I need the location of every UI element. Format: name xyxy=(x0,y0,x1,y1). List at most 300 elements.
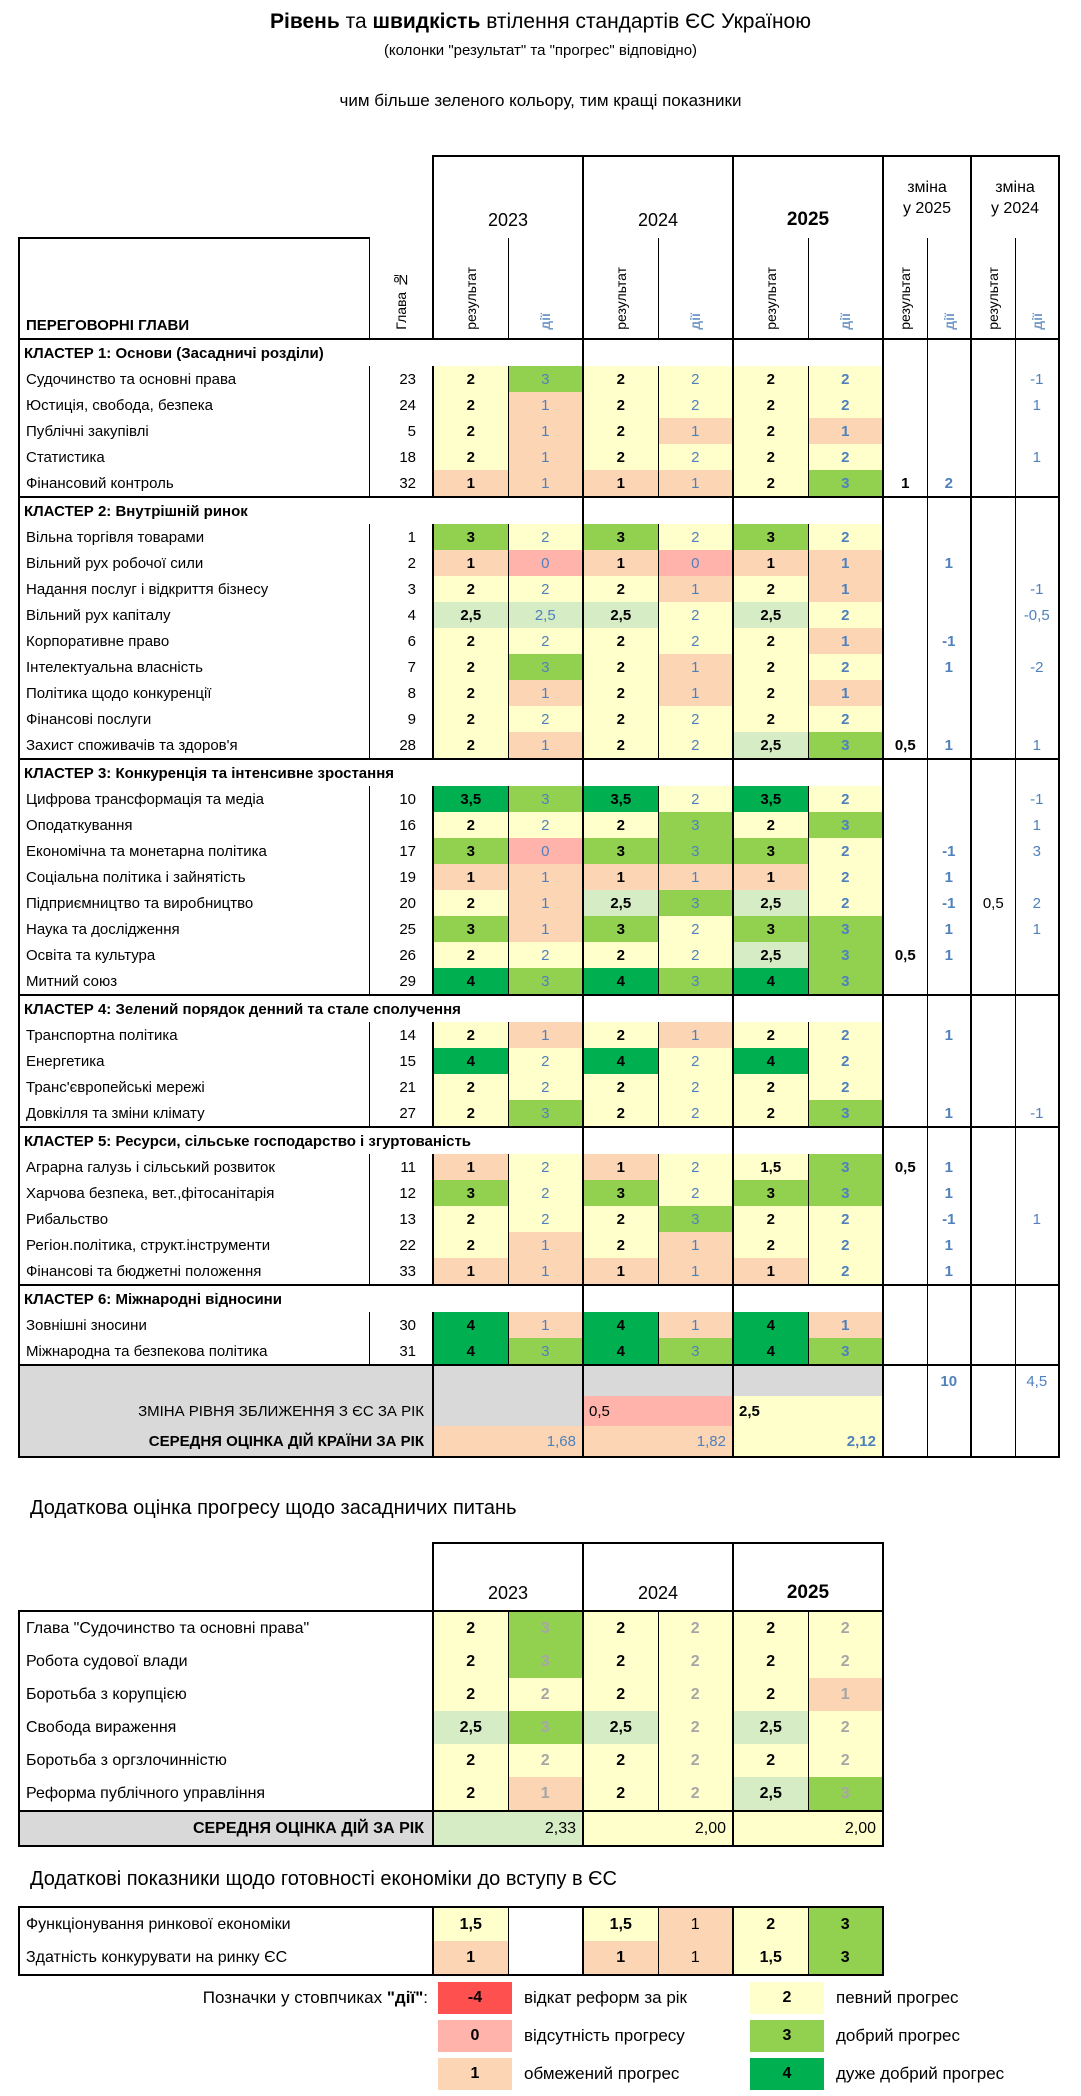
cluster-title: КЛАСТЕР 1: Основи (Засадничі розділи) xyxy=(19,339,583,366)
cluster-empty xyxy=(733,759,883,786)
change-2024-actions-cell xyxy=(1015,1180,1059,1206)
legend-column-left xyxy=(438,1982,750,2096)
result-cell: 4 xyxy=(733,1048,808,1074)
change-2024-actions-cell: 1 xyxy=(1015,916,1059,942)
result-cell: 2 xyxy=(433,576,508,602)
change-2025-result-cell xyxy=(883,1022,927,1048)
legend-color-chip: 0 xyxy=(438,2020,512,2052)
actions-cell: 1 xyxy=(658,1232,733,1258)
actions-cell: 2 xyxy=(658,1744,733,1777)
cluster-empty xyxy=(971,1127,1015,1154)
cluster-empty xyxy=(1015,1285,1059,1312)
cluster-header-row xyxy=(19,759,1059,786)
fundamentals-summary-row xyxy=(19,1811,883,1846)
title-level: Рівень xyxy=(270,10,340,33)
result-cell: 2 xyxy=(433,1611,508,1645)
result-cell: 2,5 xyxy=(583,1711,658,1744)
column-header-row xyxy=(19,238,1059,339)
summary-blank xyxy=(1015,1396,1059,1426)
result-cell: 3 xyxy=(733,1180,808,1206)
actions-cell: 2 xyxy=(808,838,883,864)
summary-blank xyxy=(883,1396,927,1426)
actions-cell: 2 xyxy=(508,706,583,732)
cluster-empty xyxy=(1015,339,1059,366)
summary-blank xyxy=(927,1426,971,1457)
chapter-label: Харчова безпека, вет.,фітосанітарія xyxy=(19,1180,369,1206)
result-cell: 1 xyxy=(433,1941,508,1975)
change-2025-result-cell xyxy=(883,1338,927,1365)
change-2025-actions-cell: -1 xyxy=(927,890,971,916)
actions-cell: 2 xyxy=(508,1048,583,1074)
change-2025-actions-cell: 1 xyxy=(927,916,971,942)
chapter-row xyxy=(19,1338,1059,1365)
chapter-label: Захист споживачів та здоров'я xyxy=(19,732,369,759)
chapter-number: 25 xyxy=(369,916,433,942)
cluster-empty xyxy=(883,995,927,1022)
result-col-header-2023 xyxy=(433,238,508,339)
change-2025-actions-total: 10 xyxy=(927,1365,971,1396)
change-2024-actions-cell xyxy=(1015,550,1059,576)
change-2025-actions-cell xyxy=(927,392,971,418)
change-2025-actions-cell: -1 xyxy=(927,1206,971,1232)
actions-cell: 2 xyxy=(658,444,733,470)
result-cell: 4 xyxy=(733,1312,808,1338)
actions-cell: 3 xyxy=(808,732,883,759)
chapter-label: Регіон.політика, структ.інструменти xyxy=(19,1232,369,1258)
chapter-row xyxy=(19,1232,1059,1258)
chapter-label: Підприємництво та виробництво xyxy=(19,890,369,916)
result-cell: 2 xyxy=(733,628,808,654)
fundamentals-row xyxy=(19,1744,883,1777)
actions-cell: 2 xyxy=(808,1048,883,1074)
result-col-label: результат xyxy=(985,267,1002,330)
chapter-number: 29 xyxy=(369,968,433,995)
actions-cell: 1 xyxy=(658,680,733,706)
cluster-empty xyxy=(733,1127,883,1154)
change-2024-result-cell xyxy=(971,812,1015,838)
actions-cell: 2 xyxy=(658,1048,733,1074)
actions-cell: 2 xyxy=(808,1206,883,1232)
actions-cell: 2 xyxy=(658,1711,733,1744)
chapter-row xyxy=(19,916,1059,942)
chapter-row xyxy=(19,1180,1059,1206)
result-cell: 2 xyxy=(583,1074,658,1100)
change-2024-result-cell xyxy=(971,1338,1015,1365)
chapter-label: Освіта та культура xyxy=(19,942,369,968)
change-2025-result-cell: 0,5 xyxy=(883,1154,927,1180)
chapter-row xyxy=(19,524,1059,550)
chapter-row xyxy=(19,838,1059,864)
result-cell: 2 xyxy=(583,706,658,732)
result-cell: 2 xyxy=(583,1206,658,1232)
actions-cell: 2 xyxy=(508,1744,583,1777)
chapter-label: Митний союз xyxy=(19,968,369,995)
change-2025-result-cell xyxy=(883,968,927,995)
cluster-empty xyxy=(583,1285,733,1312)
change-2025-actions-cell xyxy=(927,418,971,444)
page-subtitle: (колонки "результат" та "прогрес" відповідно) xyxy=(383,42,698,59)
cluster-empty xyxy=(1015,759,1059,786)
result-cell: 2,5 xyxy=(433,602,508,628)
change-2024-actions-cell xyxy=(1015,628,1059,654)
fundamentals-row xyxy=(19,1645,883,1678)
result-cell: 3,5 xyxy=(433,786,508,812)
result-cell: 2 xyxy=(583,1777,658,1811)
change-2025-result-cell xyxy=(883,1100,927,1127)
change-2024-result-cell xyxy=(971,418,1015,444)
fundamentals-row xyxy=(19,1777,883,1811)
result-cell: 3 xyxy=(433,838,508,864)
result-cell: 3 xyxy=(433,916,508,942)
result-cell: 2 xyxy=(433,628,508,654)
change-2025-actions-cell xyxy=(927,706,971,732)
change-2024-result-cell xyxy=(971,1312,1015,1338)
actions-cell: 3 xyxy=(658,1206,733,1232)
fundamentals-section-title: Додаткова оцінка прогресу щодо засадничих питань xyxy=(30,1497,517,1519)
result-cell: 1,5 xyxy=(733,1154,808,1180)
actions-cell: 2 xyxy=(658,602,733,628)
chapter-number: 20 xyxy=(369,890,433,916)
change-2025-result-cell xyxy=(883,1048,927,1074)
avg-actions-label: СЕРЕДНЯ ОЦІНКА ДІЙ КРАЇНИ ЗА РІК xyxy=(19,1426,433,1457)
change-2024-actions-cell: -2 xyxy=(1015,654,1059,680)
actions-cell: 3 xyxy=(658,890,733,916)
actions-cell: 2 xyxy=(508,1074,583,1100)
chapter-label: Статистика xyxy=(19,444,369,470)
chapter-row xyxy=(19,1154,1059,1180)
actions-cell: 1 xyxy=(508,916,583,942)
actions-cell: 1 xyxy=(508,1022,583,1048)
result-cell: 1 xyxy=(583,470,658,497)
legend-color-chip: 3 xyxy=(750,2020,824,2052)
actions-cell: 1 xyxy=(508,470,583,497)
chapter-number: 27 xyxy=(369,1100,433,1127)
actions-cell: 2 xyxy=(808,444,883,470)
actions-cell: 2 xyxy=(808,1022,883,1048)
actions-cell: 2 xyxy=(658,1678,733,1711)
change-2025-result-cell xyxy=(883,812,927,838)
result-cell: 2,5 xyxy=(583,890,658,916)
chapter-number: 13 xyxy=(369,1206,433,1232)
result-cell: 2 xyxy=(733,1232,808,1258)
change-2025-actions-header xyxy=(927,238,971,339)
change-2024-result-cell xyxy=(971,838,1015,864)
change-2025-actions-cell xyxy=(927,602,971,628)
summary-blank xyxy=(883,1365,927,1396)
change-2025-result-cell xyxy=(883,654,927,680)
cluster-empty xyxy=(583,339,733,366)
economy-label: Функціонування ринкової економіки xyxy=(19,1907,433,1941)
actions-cell: 2 xyxy=(658,1154,733,1180)
actions-cell: 2 xyxy=(508,1678,583,1711)
change-2025-result-cell xyxy=(883,1258,927,1285)
result-cell: 2 xyxy=(583,444,658,470)
actions-cell: 3 xyxy=(508,366,583,392)
result-cell: 2,5 xyxy=(733,732,808,759)
summary-blank xyxy=(971,1365,1015,1396)
result-cell: 2,5 xyxy=(733,602,808,628)
actions-cell: 3 xyxy=(508,654,583,680)
actions-col-label: дії xyxy=(687,313,704,330)
actions-cell: 2 xyxy=(808,654,883,680)
actions-cell: 3 xyxy=(808,1338,883,1365)
change-2024-result-cell xyxy=(971,1022,1015,1048)
actions-cell: 2 xyxy=(658,786,733,812)
result-cell: 2 xyxy=(733,392,808,418)
change-2025-result-cell xyxy=(883,864,927,890)
change-2024-result-cell xyxy=(971,392,1015,418)
actions-cell xyxy=(508,1941,583,1975)
change-2024-result-cell xyxy=(971,602,1015,628)
change-2024-result-cell xyxy=(971,942,1015,968)
actions-cell: 3 xyxy=(808,1907,883,1941)
result-cell: 1 xyxy=(583,1154,658,1180)
result-cell: 3 xyxy=(733,838,808,864)
change-2024-actions-cell: 1 xyxy=(1015,392,1059,418)
level-change-2023 xyxy=(433,1396,583,1426)
level-change-2025: 2,5 xyxy=(733,1396,883,1426)
summary-blank xyxy=(19,1365,433,1396)
summary-blank xyxy=(583,1365,733,1396)
legend-label-suffix: : xyxy=(423,1988,428,2007)
change-2025-actions-cell xyxy=(927,1312,971,1338)
result-cell: 2 xyxy=(433,732,508,759)
change-2024-result-header xyxy=(971,238,1015,339)
actions-cell: 3 xyxy=(808,1777,883,1811)
result-cell: 2 xyxy=(583,1022,658,1048)
result-cell: 4 xyxy=(583,1312,658,1338)
chapter-row xyxy=(19,1074,1059,1100)
year-2025-header: 2025 xyxy=(733,1543,883,1611)
cluster-empty xyxy=(733,1285,883,1312)
result-cell: 2 xyxy=(583,1611,658,1645)
page-title xyxy=(0,10,1081,34)
result-cell: 2 xyxy=(433,418,508,444)
chapter-row xyxy=(19,1048,1059,1074)
actions-cell: 1 xyxy=(658,1941,733,1975)
fundamentals-table xyxy=(18,1542,884,1847)
actions-cell: 3 xyxy=(658,812,733,838)
change-2024-result-cell xyxy=(971,1206,1015,1232)
result-cell: 2 xyxy=(433,392,508,418)
chapter-row xyxy=(19,968,1059,995)
chapter-number: 26 xyxy=(369,942,433,968)
change-2025-actions-cell: 1 xyxy=(927,1180,971,1206)
actions-cell: 1 xyxy=(658,418,733,444)
legend-item xyxy=(438,2020,750,2052)
chapter-number: 3 xyxy=(369,576,433,602)
change-2025-actions-cell xyxy=(927,1338,971,1365)
result-cell: 2 xyxy=(583,812,658,838)
actions-cell: 2 xyxy=(508,1206,583,1232)
change-2025-result-cell xyxy=(883,524,927,550)
result-cell: 2 xyxy=(583,1678,658,1711)
change-2025-actions-cell xyxy=(927,524,971,550)
cluster-empty xyxy=(927,339,971,366)
change-2025-result-cell: 1 xyxy=(883,470,927,497)
chapter-row xyxy=(19,1100,1059,1127)
change-2025-result-cell xyxy=(883,1074,927,1100)
chapter-label: Соціальна політика і зайнятість xyxy=(19,864,369,890)
cluster-empty xyxy=(927,1285,971,1312)
actions-cell: 2,5 xyxy=(508,602,583,628)
cluster-header-row xyxy=(19,1285,1059,1312)
chapter-number: 24 xyxy=(369,392,433,418)
cluster-empty xyxy=(971,339,1015,366)
result-cell: 3 xyxy=(733,916,808,942)
change-2024-actions-cell: -0,5 xyxy=(1015,602,1059,628)
cluster-empty xyxy=(971,1285,1015,1312)
avg-actions-2024: 1,82 xyxy=(583,1426,733,1457)
actions-cell: 2 xyxy=(658,366,733,392)
result-cell: 4 xyxy=(733,1338,808,1365)
result-col-header-2024 xyxy=(583,238,658,339)
actions-cell: 3 xyxy=(508,1338,583,1365)
cluster-title: КЛАСТЕР 4: Зелений порядок денний та стале сполучення xyxy=(19,995,583,1022)
result-cell: 1,5 xyxy=(433,1907,508,1941)
chapter-row xyxy=(19,890,1059,916)
change-2024-actions-cell xyxy=(1015,968,1059,995)
year-2023-header: 2023 xyxy=(433,1543,583,1611)
change-2024-actions-cell: 1 xyxy=(1015,732,1059,759)
actions-cell: 1 xyxy=(508,680,583,706)
change-2024-result-cell xyxy=(971,1154,1015,1180)
legend-item xyxy=(438,2058,750,2090)
actions-cell: 1 xyxy=(808,1312,883,1338)
chapter-label: Цифрова трансформація та медіа xyxy=(19,786,369,812)
change-2024-result-cell xyxy=(971,444,1015,470)
fundamentals-label: Глава "Судочинство та основні права" xyxy=(19,1611,433,1645)
result-cell: 1 xyxy=(583,864,658,890)
change-2025-header xyxy=(883,156,971,238)
result-cell: 2 xyxy=(583,1232,658,1258)
result-cell: 2 xyxy=(433,1100,508,1127)
chapter-label: Фінансовий контроль xyxy=(19,470,369,497)
actions-cell: 3 xyxy=(658,838,733,864)
result-cell: 1 xyxy=(733,550,808,576)
actions-cell: 3 xyxy=(808,812,883,838)
change-2025-actions-cell xyxy=(927,444,971,470)
cluster-empty xyxy=(1015,995,1059,1022)
actions-cell: 3 xyxy=(808,968,883,995)
change-2024-actions-cell xyxy=(1015,1154,1059,1180)
chapter-label: Фінансові послуги xyxy=(19,706,369,732)
chapter-row xyxy=(19,418,1059,444)
change-2024-result-cell xyxy=(971,654,1015,680)
result-cell: 1,5 xyxy=(583,1907,658,1941)
result-cell: 2 xyxy=(583,1645,658,1678)
legend-item xyxy=(750,2020,1004,2052)
change-2025-actions-cell: 1 xyxy=(927,1258,971,1285)
result-cell: 2 xyxy=(433,366,508,392)
cluster-empty xyxy=(883,339,927,366)
result-cell: 2 xyxy=(433,1022,508,1048)
change-2024-result-cell xyxy=(971,628,1015,654)
change-2025-result-cell xyxy=(883,550,927,576)
result-cell: 2 xyxy=(583,732,658,759)
title-block xyxy=(0,10,1081,111)
cluster-empty xyxy=(583,995,733,1022)
chapter-row xyxy=(19,786,1059,812)
actions-cell: 1 xyxy=(658,1022,733,1048)
result-cell: 3 xyxy=(433,524,508,550)
chapter-label: Вільний рух робочої сили xyxy=(19,550,369,576)
result-cell: 4 xyxy=(583,1338,658,1365)
result-cell: 2 xyxy=(733,418,808,444)
year-2024-header: 2024 xyxy=(583,156,733,238)
actions-cell: 1 xyxy=(658,1312,733,1338)
change-2025-actions-cell xyxy=(927,1048,971,1074)
legend-color-chip: -4 xyxy=(438,1982,512,2014)
result-cell: 4 xyxy=(583,968,658,995)
chapter-row xyxy=(19,602,1059,628)
change-2024-result-cell xyxy=(971,524,1015,550)
actions-cell: 2 xyxy=(808,524,883,550)
actions-cell: 2 xyxy=(658,732,733,759)
actions-cell: 1 xyxy=(508,1258,583,1285)
chapter-row xyxy=(19,1312,1059,1338)
actions-cell: 2 xyxy=(658,942,733,968)
chapter-label: Довкілля та зміни клімату xyxy=(19,1100,369,1127)
chapter-row xyxy=(19,1022,1059,1048)
change-2024-line2: у 2024 xyxy=(990,199,1040,217)
change-2024-actions-cell xyxy=(1015,418,1059,444)
actions-cell: 2 xyxy=(808,1258,883,1285)
chapter-label: Інтелектуальна власність xyxy=(19,654,369,680)
standards-heatmap-table xyxy=(18,155,1060,1458)
actions-cell: 1 xyxy=(658,864,733,890)
result-cell: 2,5 xyxy=(583,602,658,628)
cluster-empty xyxy=(1015,1127,1059,1154)
chapter-row xyxy=(19,628,1059,654)
change-2024-actions-cell xyxy=(1015,1258,1059,1285)
change-2025-result-cell xyxy=(883,680,927,706)
chapter-number: 32 xyxy=(369,470,433,497)
result-cell: 1,5 xyxy=(733,1941,808,1975)
actions-cell: 1 xyxy=(808,418,883,444)
legend-label xyxy=(148,1982,438,2014)
cluster-header-row xyxy=(19,339,1059,366)
chapter-row xyxy=(19,706,1059,732)
chapter-row xyxy=(19,812,1059,838)
result-cell: 2 xyxy=(733,812,808,838)
change-2024-actions-cell xyxy=(1015,680,1059,706)
chapter-row xyxy=(19,942,1059,968)
result-cell: 2 xyxy=(433,444,508,470)
result-col-label: результат xyxy=(762,267,779,330)
result-cell: 4 xyxy=(433,1312,508,1338)
result-cell: 2 xyxy=(583,576,658,602)
result-cell: 3 xyxy=(583,524,658,550)
result-cell: 2 xyxy=(733,1744,808,1777)
change-2025-result-cell xyxy=(883,916,927,942)
actions-col-label: дії xyxy=(1028,313,1045,330)
actions-cell: 2 xyxy=(808,1611,883,1645)
change-2025-actions-cell: 1 xyxy=(927,1022,971,1048)
actions-cell: 2 xyxy=(808,1645,883,1678)
chapter-row xyxy=(19,1206,1059,1232)
summary-totals-row xyxy=(19,1365,1059,1396)
year-2025-header: 2025 xyxy=(733,156,883,238)
title-speed: швидкість xyxy=(372,10,481,33)
result-cell: 1 xyxy=(433,470,508,497)
result-cell: 1 xyxy=(433,550,508,576)
result-cell: 4 xyxy=(433,968,508,995)
economy-row xyxy=(19,1941,883,1975)
change-2025-result-cell xyxy=(883,366,927,392)
cluster-header-row xyxy=(19,995,1059,1022)
actions-cell: 1 xyxy=(508,1232,583,1258)
